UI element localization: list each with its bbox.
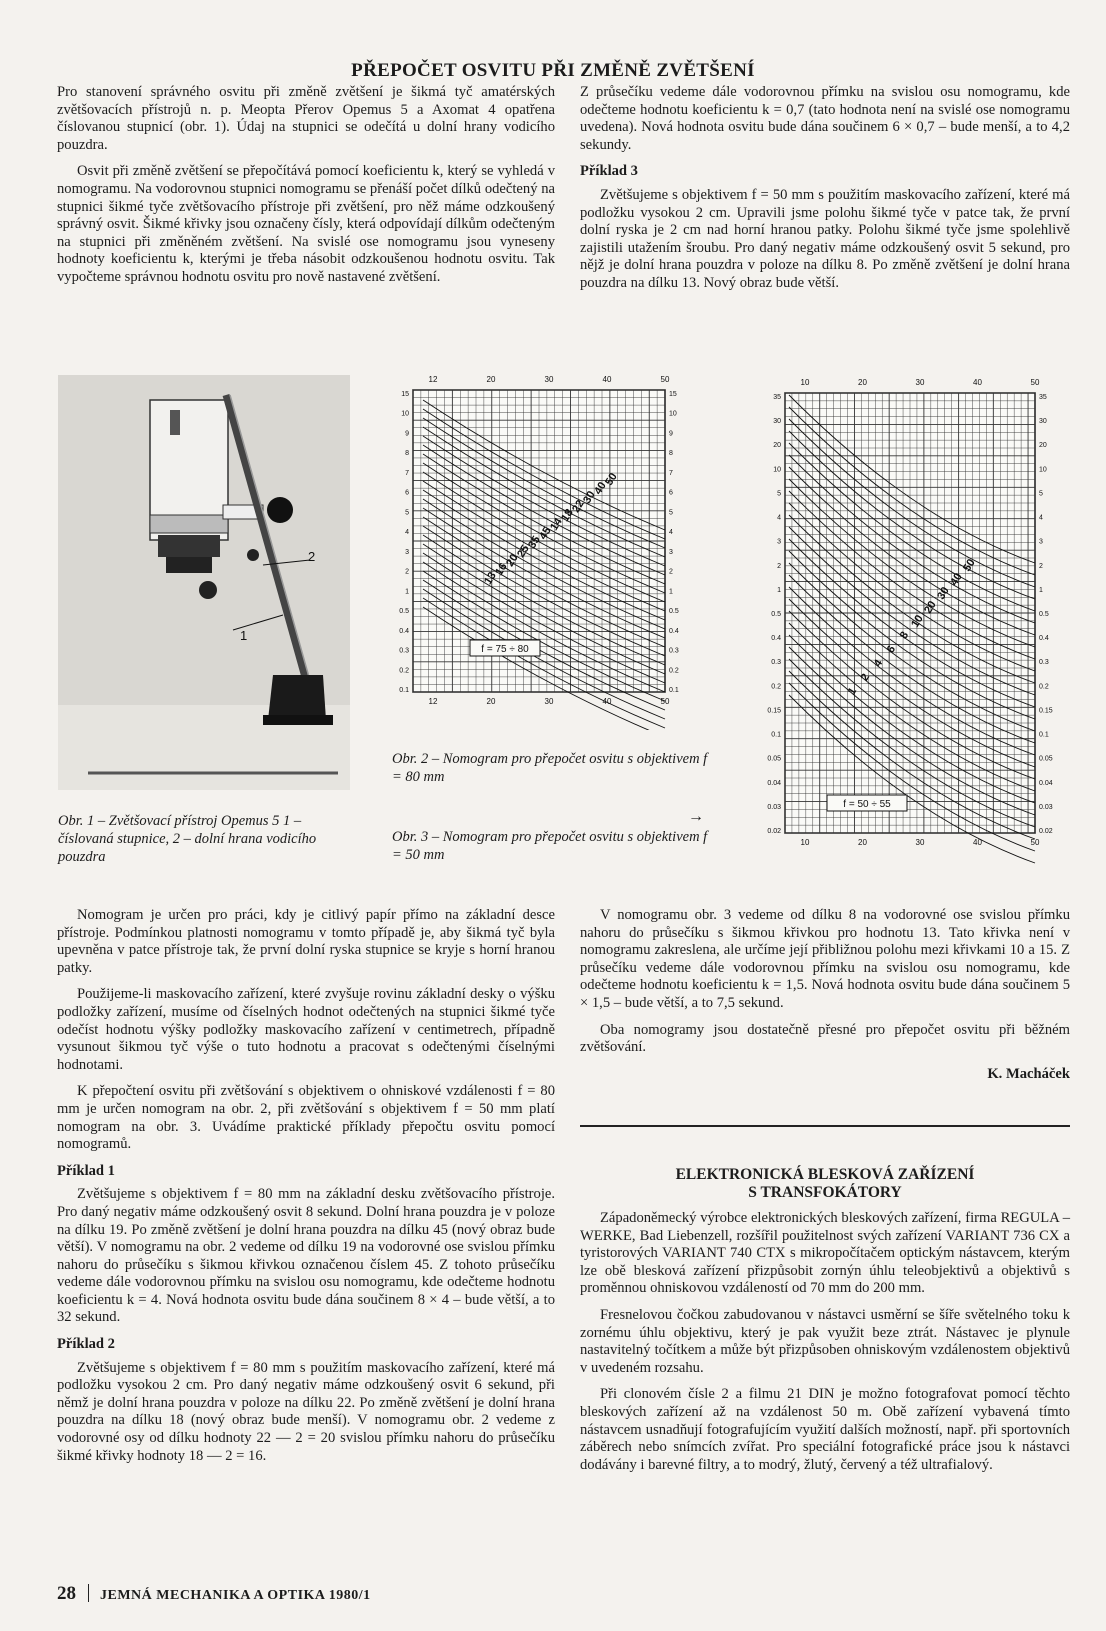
bottom-tick-label: 40 (602, 697, 612, 706)
right-tick-label: 20 (1039, 442, 1047, 450)
curve-label: 16 (493, 561, 510, 578)
arrow-glyph: → (688, 808, 704, 825)
right-tick-label: 0.5 (1039, 611, 1049, 618)
curve-label: 6 (884, 643, 899, 656)
right-tick-label: 0.5 (669, 608, 679, 616)
right-tick-label: 2 (1039, 562, 1043, 570)
curve-label: 30 (581, 489, 598, 506)
curve-label: 1 (845, 685, 860, 698)
left-tick-label: 0.02 (767, 828, 781, 835)
article2-title (580, 1166, 1070, 1202)
curve-label: 8 (897, 629, 912, 642)
article2-body (580, 1210, 1070, 1483)
left-tick-label: 7 (405, 469, 409, 477)
right-tick-label: 9 (669, 430, 673, 438)
left-tick-label: 0.3 (399, 647, 409, 655)
label-1: 1 (240, 628, 248, 643)
top-tick-label: 40 (602, 375, 612, 384)
curve-label: 30 (935, 585, 952, 602)
right-tick-label: 0.2 (1039, 683, 1049, 691)
page-footer (57, 1583, 657, 1605)
figure-3-caption: Obr. 3 – Nomogram pro přepočet osvitu s objektivem f = 50 mm (392, 829, 708, 863)
figure-2-caption: Obr. 2 – Nomogram pro přepočet osvitu s objektivem f = 80 mm (392, 751, 708, 785)
curve-label: 50 (961, 557, 978, 574)
curve-label: 45 (537, 525, 554, 542)
article2-title-line2: S TRANSFOKÁTORY (748, 1184, 902, 1201)
label-2: 2 (308, 549, 316, 564)
right-tick-label: 0.03 (1039, 803, 1053, 811)
footer-divider (88, 1584, 89, 1602)
left-tick-label: 9 (405, 430, 409, 438)
paragraph: Použijeme-li maskovacího zařízení, které zvyšuje rovinu základní desky o výšku podložky zařízení, musíme od číselných hodnot odečtených na stupnici šikmé tyče odečíst hodnotu výšky podložky maskovacího zařízení v centimetrech, případně vysunout šikmou tyč výše o tuto hodnotu a pracovat s odečtenými číselnými hodnotami. (57, 986, 555, 1073)
article-title: PŘEPOČET OSVITU PŘI ZMĚNĚ ZVĚTŠENÍ (351, 60, 755, 81)
paragraph: Z průsečíku vedeme dále vodorovnou přímku na svislou osu nomogramu, kde odečteme hodnotu koeficientu k = 0,7 (tato hodnota není na svislé ose nomogramu uvedena). Nová hodnota osvitu bude dána součinem 6 × 0,7 – bude menší, a to 4,2 sekundy. (580, 84, 1070, 153)
paragraph: Osvit při změně zvětšení se přepočítává pomocí koeficientu k, který se vyhledá v nomogramu. Na vodorovnou stupnici nomogramu se přenáší počet dílků odečtený na stupnici šikmé tyče zvětšovacího přístroje při zvětšení, pro něž máme odzkoušený správný osvit. Šikmé křivky jsou označeny čísly, která odpovídají dílkům odečteným na stupnici při změněném zvětšení. Na svislé ose nomogramu jsou vyneseny hodnoty koeficientu k, kterými je třeba násobit odzkoušenou hodnotu osvitu. Tak vypočteme správnou hodnotu osvitu pro nově nastavené zvětšení. (57, 163, 555, 285)
focal-length-label: f = 75 ÷ 80 (481, 644, 529, 655)
right-tick-label: 5 (669, 509, 673, 517)
left-tick-label: 4 (405, 529, 409, 537)
left-tick-label: 2 (405, 568, 409, 576)
left-tick-label: 0.2 (771, 683, 781, 691)
bottom-tick-label: 50 (1030, 838, 1040, 847)
paragraph: Zvětšujeme s objektivem f = 80 mm na základní desku zvětšovacího přístroje. Pro daný negativ máme odzkoušený osvit 8 sekund. Dolní hrana pouzdra je v poloze na dílku 19. Po změně zvětšení je dolní hrana pouzdra na dílku 45 (nový obraz bude větší). V nomogramu na obr. 2 vedeme od dílku 19 na vodorovné ose svislou přímku nahoru do průsečíku s šikmou křivkou označenou číslem 45. Z tohoto průsečíku vedeme dále vodorovnou přímku na svislou osu nomogramu, kde odečteme hodnotu koeficientu k = 4. Nová hodnota osvitu bude dána součinem 8 × 4 – bude větší, a to 32 sekund. (57, 1186, 555, 1326)
enlarger-photo (58, 375, 350, 790)
right-tick-label: 15 (669, 391, 677, 398)
nomogram-f80 (385, 370, 695, 730)
right-tick-label: 0.04 (1039, 779, 1053, 787)
curve-label: 10 (909, 613, 926, 630)
paragraph: Fresnelovou čočkou zabudovanou v nástavci usměrní se šíře světelného toku k zornému úhlu objektivu, který je pak využit beze ztrát. Nástavec je plynule nastavitelný točítkem a může být přizpůsoben ohniskovým vzdálenostem objektivů v uvedeném rozsahu. (580, 1306, 1070, 1376)
right-tick-label: 0.4 (1039, 635, 1049, 643)
right-tick-label: 35 (1039, 394, 1047, 401)
left-tick-label: 3 (777, 538, 781, 546)
right-tick-label: 6 (669, 489, 673, 497)
bottom-tick-label: 40 (973, 838, 982, 847)
right-tick-label: 3 (1039, 538, 1043, 546)
left-tick-label: 0.04 (767, 779, 781, 787)
right-tick-label: 7 (669, 469, 673, 477)
bottom-left-column (57, 907, 555, 1474)
bottom-tick-label: 10 (800, 838, 810, 847)
curve-label: 4 (871, 657, 886, 670)
paragraph: Zvětšujeme s objektivem f = 50 mm s použitím maskovacího zařízení, které má podložku vysokou 2 cm. Upravili jsme polohu šikmé tyče v patce tak, že první dolní ryska je 2 cm nad horní hranou patky. Polohu šikmé tyče jsme spolehlivě zajistili utažením šroubu. Pro daný negativ máme odzkoušený osvit 5 sekund, pro nějž je dolní hrana pouzdra v poloze na dílku 8. Po změně zvětšení je dolní hrana pouzdra na dílku 13. Nový obraz bude větší. (580, 186, 1070, 291)
left-tick-label: 20 (773, 442, 781, 450)
left-tick-label: 5 (777, 490, 781, 498)
curve-label: 18 (559, 507, 576, 524)
right-tick-label: 4 (669, 529, 673, 537)
left-tick-label: 1 (405, 588, 409, 596)
bottom-tick-label: 20 (486, 697, 496, 706)
left-tick-label: 0.5 (399, 608, 409, 616)
bottom-tick-label: 50 (660, 697, 670, 706)
right-tick-label: 2 (669, 568, 673, 576)
figure-1-caption: Obr. 1 – Zvětšovací přístroj Opemus 5 1 – číslovaná stupnice, 2 – dolní hrana vodicího pouzdra (58, 813, 317, 865)
curve-label: 40 (592, 480, 609, 497)
curve-label: 22 (570, 498, 587, 515)
right-tick-label: 4 (1039, 514, 1043, 522)
curve-label: 20 (922, 599, 939, 616)
right-tick-label: 10 (669, 410, 677, 418)
section-divider (580, 1125, 1070, 1127)
left-tick-label: 10 (773, 466, 781, 474)
right-tick-label: 5 (1039, 490, 1043, 498)
author: K. Macháček (987, 1065, 1070, 1082)
paragraph: Nomogram je určen pro práci, kdy je citlivý papír přímo na základní desce přístroje. Podmínkou platnosti nomogramu v tomto případě je, aby šikmá tyč byla upevněna v patce přístroje tak, že první dolní ryska stupnice se kryje s horní hranou patky. (57, 907, 555, 976)
left-tick-label: 0.3 (771, 659, 781, 667)
right-tick-label: 0.15 (1039, 707, 1053, 715)
right-tick-label: 0.3 (669, 647, 679, 655)
left-tick-label: 5 (405, 509, 409, 517)
top-tick-label: 50 (660, 375, 670, 384)
left-tick-label: 1 (777, 586, 781, 594)
left-tick-label: 10 (401, 410, 409, 418)
article2-title-line1: ELEKTRONICKÁ BLESKOVÁ ZAŘÍZENÍ (675, 1166, 975, 1183)
right-tick-label: 1 (669, 588, 673, 596)
right-tick-label: 0.4 (669, 627, 679, 635)
paragraph: Zvětšujeme s objektivem f = 80 mm s použitím maskovacího zařízení, které má podložku vysokou 2 cm. Pro daný negativ máme odzkoušený osvit 6 sekund, při němž je dolní hrana pouzdra v poloze na dílku 22. Po změně zvětšení je dolní hrana pouzdra na dílku 18 (nový obraz bude menší). V nomogramu obr. 2 vedeme z vodorovné osy od dílku hodnoty 22 — 2 = 20 svislou přímku nahoru do průsečíku šikmé křivky hodnoty 18 — 2 = 16. (57, 1359, 555, 1464)
top-tick-label: 50 (1030, 378, 1040, 387)
bottom-tick-label: 30 (544, 697, 554, 706)
right-tick-label: 0.3 (1039, 659, 1049, 667)
top-tick-label: 12 (428, 375, 438, 384)
example-heading: Příklad 2 (57, 1336, 115, 1353)
right-tick-label: 0.2 (669, 667, 679, 675)
curve-label: 20 (504, 552, 521, 569)
top-tick-label: 30 (544, 375, 554, 384)
right-tick-label: 0.1 (1039, 731, 1049, 739)
journal-name: JEMNÁ MECHANIKA A OPTIKA 1980/1 (100, 1588, 371, 1603)
left-tick-label: 0.1 (771, 731, 781, 739)
top-tick-label: 20 (858, 378, 867, 387)
right-tick-label: 0.1 (669, 687, 679, 694)
bottom-tick-label: 12 (428, 697, 438, 706)
left-tick-label: 0.4 (399, 627, 409, 635)
paragraph: Západoněmecký výrobce elektronických bleskových zařízení, firma REGULA – WERKE, Bad Liebenzell, rozšířil použitelnost svých zařízení VARIANT 736 CX a tyristorových VARIANT 740 CTX s mikropočítačem optickým nástavcem, kterým lze obě blesková zařízení přizpůsobit zornýn úhlu teleobjektivů a objektivů s proměnnou ohniskovou vzdáleností od 70 mm do 200 mm. (580, 1210, 1070, 1297)
left-tick-label: 35 (773, 394, 781, 401)
left-tick-label: 0.03 (767, 803, 781, 811)
curve-label: 25 (515, 543, 532, 560)
right-tick-label: 10 (1039, 466, 1047, 474)
example-heading: Příklad 3 (580, 163, 638, 180)
right-tick-label: 30 (1039, 418, 1047, 426)
left-tick-label: 0.05 (767, 755, 781, 763)
left-tick-label: 3 (405, 548, 409, 556)
curve-label: 2 (858, 671, 873, 684)
curve-label: 13 (482, 570, 499, 587)
top-tick-label: 20 (486, 375, 496, 384)
curve-label: 35 (526, 534, 543, 551)
left-tick-label: 4 (777, 514, 781, 522)
left-tick-label: 15 (401, 391, 409, 398)
bottom-right-column (580, 907, 1070, 1083)
left-tick-label: 0.1 (399, 687, 409, 694)
page-number: 28 (57, 1583, 76, 1604)
paragraph: Pro stanovení správného osvitu při změně zvětšení je šikmá tyč amatérských zvětšovacích přístrojů n. p. Meopta Přerov Opemus 5 a Axomat 4 opatřena číslovanou stupnicí (obr. 1). Údaj na stupnici se odečítá u dolní hrany vodicího pouzdra. (57, 84, 555, 153)
paragraph: V nomogramu obr. 3 vedeme od dílku 8 na vodorovné ose svislou přímku nahoru do průsečíku s šikmou křivkou pro hodnotu 13. Tato křivka není v nomogramu zakreslena, ale určíme její přibližnou polohu mezi křivkami 10 a 15. Z průsečíku vedeme dále vodorovnou přímku na svislou osu nomogramu, kde odečteme hodnotu koeficientu k = 1,5. Nová hodnota osvitu bude dána součinem 5 × 1,5 – bude větší, a to 7,5 sekund. (580, 907, 1070, 1011)
right-tick-label: 0.05 (1039, 755, 1053, 763)
focal-length-label: f = 50 ÷ 55 (843, 799, 891, 810)
top-right-column (580, 84, 1070, 302)
nomogram-f50 (755, 375, 1070, 865)
paragraph: Při clonovém čísle 2 a filmu 21 DIN je možno fotografovat pomocí těchto bleskových zařízení až na vzdálenost 50 m. Obě zařízení vybavená tímto nástavcem usnadňují fotografujícím využití dalších možností, např. při sportovních záběrech nebo snímcích zvířat. Pro speciální fotografické práce jsou k nástavci dodávány i barevné filtry, a to modrý, žlutý, červený a též ultrafialový. (580, 1386, 1070, 1473)
right-tick-label: 8 (669, 450, 673, 458)
left-tick-label: 0.15 (767, 707, 781, 715)
right-tick-label: 1 (1039, 586, 1043, 594)
paragraph: Oba nomogramy jsou dostatečně přesné pro přepočet osvitu při běžném zvětšování. (580, 1021, 1070, 1056)
curve-label: 40 (948, 571, 965, 588)
left-tick-label: 30 (773, 418, 781, 426)
curve-label: 50 (603, 471, 620, 488)
top-tick-label: 10 (800, 378, 810, 387)
left-tick-label: 0.5 (771, 611, 781, 618)
left-tick-label: 2 (777, 562, 781, 570)
curve-label: 14 (548, 516, 565, 533)
top-tick-label: 40 (973, 378, 982, 387)
bottom-tick-label: 20 (858, 838, 867, 847)
left-tick-label: 6 (405, 489, 409, 497)
bottom-tick-label: 30 (915, 838, 925, 847)
right-tick-label: 0.02 (1039, 828, 1053, 835)
left-tick-label: 8 (405, 450, 409, 458)
top-left-column (57, 84, 555, 296)
paragraph: K přepočtení osvitu při zvětšování s objektivem o ohniskové vzdálenosti f = 80 mm je určen nomogram na obr. 2, při zvětšování s objektivem f = 50 mm platí nomogram na obr. 3. Uvádíme praktické příklady přepočtu osvitu pomocí nomogramů. (57, 1083, 555, 1153)
left-tick-label: 0.2 (399, 667, 409, 675)
right-tick-label: 3 (669, 548, 673, 556)
left-tick-label: 0.4 (771, 635, 781, 643)
top-tick-label: 30 (915, 378, 925, 387)
example-heading: Příklad 1 (57, 1162, 115, 1179)
